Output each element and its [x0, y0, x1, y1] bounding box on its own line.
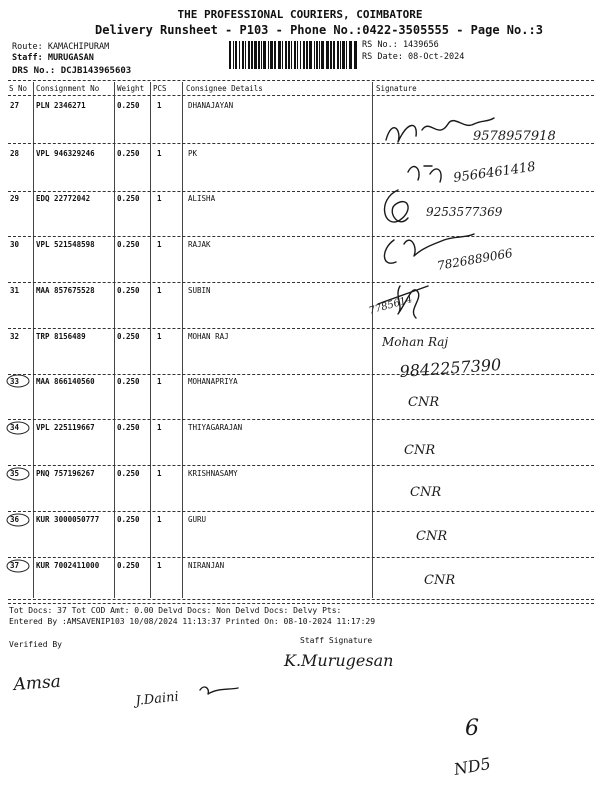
verified-by-label: Verified By — [9, 640, 62, 649]
row-pcs: 1 — [157, 469, 162, 478]
row-consignment-no: KUR 7002411000 — [36, 561, 100, 570]
row-weight: 0.250 — [117, 240, 140, 249]
col-weight: Weight — [117, 84, 145, 93]
row-consignment-no: EDQ 22772042 — [36, 194, 91, 203]
row-weight: 0.250 — [117, 469, 140, 478]
sig-phone-31: 7785614 — [367, 294, 414, 317]
row-sno: 35 — [10, 469, 20, 478]
sig-cnr-33: CNR — [408, 395, 440, 410]
row-pcs: 1 — [157, 377, 162, 386]
row-consignee: GURU — [188, 515, 207, 524]
handwritten-nds: ND5 — [452, 753, 493, 779]
row-consignee: ALISHA — [188, 194, 216, 203]
sig-phone-29: 9253577369 — [426, 205, 503, 219]
row-pcs: 1 — [157, 332, 162, 341]
row-consignment-no: MAA 857675528 — [36, 286, 95, 295]
row-weight: 0.250 — [117, 286, 140, 295]
sig-name-32: Mohan Raj — [382, 335, 449, 349]
row-consignment-no: TRP 8156489 — [36, 332, 86, 341]
col-consignee: Consignee Details — [186, 84, 263, 93]
row-pcs: 1 — [157, 286, 162, 295]
route-label: Route: KAMACHIPURAM — [12, 42, 110, 52]
row-sno: 28 — [10, 149, 20, 158]
row-consignee: DHANAJAYAN — [188, 101, 234, 110]
row-pcs: 1 — [157, 149, 162, 158]
row-sno: 36 — [10, 515, 20, 524]
drs-number: DRS No.: DCJB143965603 — [12, 66, 132, 76]
col-sno: S No — [9, 84, 28, 93]
handwritten-six: 6 — [465, 716, 479, 741]
row-consignee: MOHAN RAJ — [188, 332, 229, 341]
verifier-signature: Amsa — [12, 671, 62, 695]
sig-phone-30: 7826889066 — [436, 245, 514, 273]
row-sno: 32 — [10, 332, 20, 341]
row-sno: 27 — [10, 101, 20, 110]
col-pcs: PCS — [153, 84, 167, 93]
row-sno: 31 — [10, 286, 20, 295]
sig-cnr-36: CNR — [416, 529, 448, 544]
row-pcs: 1 — [157, 423, 162, 432]
row-pcs: 1 — [157, 194, 162, 203]
row-consignment-no: VPL 946329246 — [36, 149, 95, 158]
row-consignee: PK — [188, 149, 198, 158]
sig-phone-27: 9578957918 — [473, 129, 556, 144]
row-weight: 0.250 — [117, 149, 140, 158]
row-consignment-no: PNQ 757196267 — [36, 469, 95, 478]
row-consignment-no: PLN 2346271 — [36, 101, 86, 110]
row-sno: 30 — [10, 240, 20, 249]
row-consignee: KRISHNASAMY — [188, 469, 238, 478]
row-weight: 0.250 — [117, 194, 140, 203]
totals-line: Tot Docs: 37 Tot COD Amt: 0.00 Delvd Docs: Non Delvd Docs: Delvy Pts: — [9, 606, 342, 615]
row-consignee: THIYAGARAJAN — [188, 423, 243, 432]
row-consignee: MOHANAPRIYA — [188, 377, 238, 386]
row-consignee: RAJAK — [188, 240, 211, 249]
sig-cnr-35: CNR — [410, 485, 442, 500]
row-weight: 0.250 — [117, 101, 140, 110]
entered-printed-line: Entered By :AMSAVENIP103 10/08/2024 11:13:37 Printed On: 08-10-2024 11:17:29 — [9, 617, 376, 626]
staff-handwritten-signature: K.Murugesan — [284, 651, 394, 670]
staff-signature-label: Staff Signature — [300, 636, 373, 645]
row-sno: 33 — [10, 377, 20, 386]
col-signature: Signature — [376, 84, 417, 93]
row-sno: 37 — [10, 561, 20, 570]
row-consignment-no: VPL 225119667 — [36, 423, 95, 432]
row-weight: 0.250 — [117, 561, 140, 570]
col-consignment: Consignment No — [36, 84, 100, 93]
row-weight: 0.250 — [117, 423, 140, 432]
row-consignment-no: MAA 866140560 — [36, 377, 95, 386]
company-title: THE PROFESSIONAL COURIERS, COIMBATORE — [177, 8, 423, 21]
row-weight: 0.250 — [117, 377, 140, 386]
row-consignee: SUBIN — [188, 286, 211, 295]
rs-number: RS No.: 1439656 — [362, 40, 439, 50]
sig-phone-28: 9566461418 — [452, 159, 537, 186]
row-consignment-no: VPL 521548598 — [36, 240, 95, 249]
row-consignee: NIRANJAN — [188, 561, 225, 570]
rs-date: RS Date: 08-Oct-2024 — [362, 52, 465, 62]
row-pcs: 1 — [157, 515, 162, 524]
sig-cnr-34: CNR — [404, 443, 436, 458]
sig-cnr-37: CNR — [424, 573, 456, 588]
row-pcs: 1 — [157, 240, 162, 249]
row-sno: 34 — [10, 423, 20, 432]
row-pcs: 1 — [157, 561, 162, 570]
row-weight: 0.250 — [117, 515, 140, 524]
runsheet-subtitle: Delivery Runsheet - P103 - Phone No.:0422-3505555 - Page No.:3 — [95, 23, 543, 37]
verifier-signature-2: J.Daini — [134, 689, 180, 709]
row-pcs: 1 — [157, 101, 162, 110]
row-weight: 0.250 — [117, 332, 140, 341]
extra-phone-note: 9842257390 — [398, 354, 502, 381]
staff-label: Staff: MURUGASAN — [12, 53, 94, 63]
row-consignment-no: KUR 3000050777 — [36, 515, 100, 524]
row-sno: 29 — [10, 194, 20, 203]
